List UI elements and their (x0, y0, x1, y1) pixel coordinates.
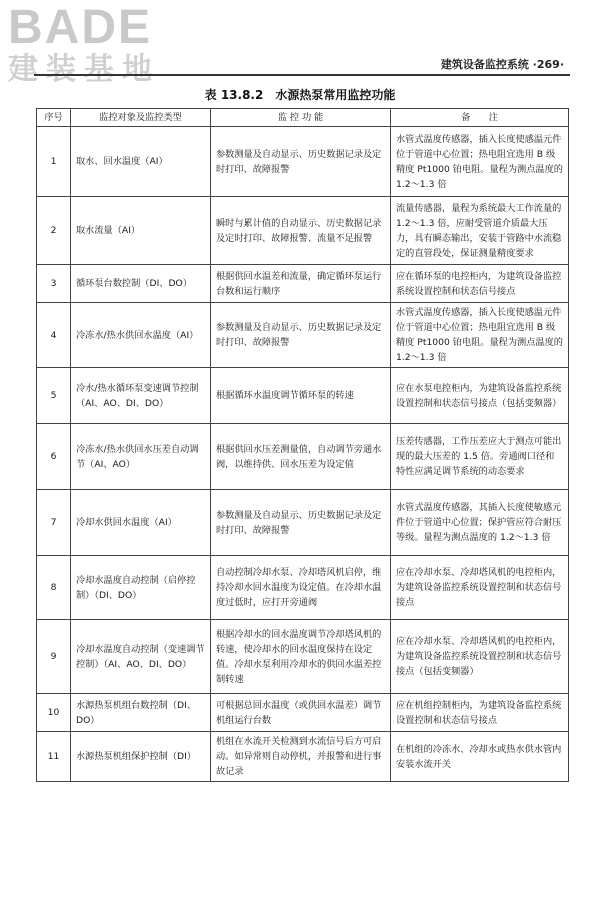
cell-function: 根据供回水压差测量值，自动调节旁通水阀，以维持供、回水压差为设定值 (211, 424, 391, 490)
table-row (37, 197, 569, 265)
running-head: 建筑设备监控系统 ·269· (440, 58, 564, 71)
cell-no: 10 (37, 694, 71, 732)
table-row (37, 265, 569, 303)
cell-function: 根据循环水温度调节循环泵的转速 (211, 368, 391, 424)
cell-object: 循环泵台数控制（DI、DO） (71, 265, 211, 303)
table-row (37, 490, 569, 556)
cell-note: 压差传感器，工作压差应大于测点可能出现的最大压差的 1.5 倍。旁通阀口径和特性应满足调节系统的动态要求 (391, 424, 569, 490)
column-header-no: 序号 (37, 109, 71, 127)
cell-function: 参数测量及自动显示、历史数据记录及定时打印、故障报警 (211, 490, 391, 556)
cell-function: 可根据总回水温度（或供回水温差）调节机组运行台数 (211, 694, 391, 732)
cell-no: 5 (37, 368, 71, 424)
cell-function: 机组在水流开关检测到水流信号后方可启动。如异常则自动停机，并报警和进行事故记录 (211, 732, 391, 782)
cell-object: 冷却水温度自动控制（变速调节控制）（AI、AO、DI、DO） (71, 620, 211, 694)
table-row (37, 732, 569, 782)
cell-note: 流量传感器，量程为系统最大工作流量的 1.2～1.3 倍，应耐受管道介质最大压力，具有瞬态输出，安装于管路中水流稳定的直管段处，保证测量精度要求 (391, 197, 569, 265)
cell-function: 根据冷却水的回水温度调节冷却塔风机的转速，使冷却水的回水温度保持在设定值。冷却水泵利用冷却水的供回水温差控制转速 (211, 620, 391, 694)
cell-no: 7 (37, 490, 71, 556)
cell-no: 11 (37, 732, 71, 782)
table-row (37, 368, 569, 424)
cell-object: 冷却水供回水温度（AI） (71, 490, 211, 556)
table-header-row (37, 109, 569, 127)
cell-no: 1 (37, 127, 71, 197)
cell-no: 6 (37, 424, 71, 490)
cell-object: 冷冻水/热水供回水温度（AI） (71, 303, 211, 368)
table-row (37, 424, 569, 490)
cell-note: 应在循环泵的电控柜内，为建筑设备监控系统设置控制和状态信号接点 (391, 265, 569, 303)
cell-object: 水源热泵机组台数控制（DI、DO） (71, 694, 211, 732)
column-header-function: 监 控 功 能 (211, 109, 391, 127)
table-row (37, 556, 569, 620)
cell-no: 4 (37, 303, 71, 368)
cell-object: 冷水/热水循环泵变速调节控制（AI、AO、DI、DO） (71, 368, 211, 424)
cell-object: 冷冻水/热水供回水压差自动调节（AI、AO） (71, 424, 211, 490)
cell-object: 取水流量（AI） (71, 197, 211, 265)
cell-object: 取水、回水温度（AI） (71, 127, 211, 197)
cell-no: 8 (37, 556, 71, 620)
logo-wordmark: BADE (8, 1, 153, 54)
cell-no: 2 (37, 197, 71, 265)
cell-note: 应在冷却水泵、冷却塔风机的电控柜内，为建筑设备监控系统设置控制和状态信号接点 (391, 556, 569, 620)
cell-function: 根据供回水温差和流量，确定循环泵运行台数和运行顺序 (211, 265, 391, 303)
column-header-object: 监控对象及监控类型 (71, 109, 211, 127)
table-row (37, 694, 569, 732)
cell-no: 3 (37, 265, 71, 303)
cell-note: 水管式温度传感器，其插入长度使敏感元件位于管道中心位置；保护管应符合耐压等级。量程为测点温度的 1.2～1.3 倍 (391, 490, 569, 556)
cell-note: 在机组的冷冻水、冷却水或热水供水管内安装水流开关 (391, 732, 569, 782)
cell-note: 应在冷却水泵、冷却塔风机的电控柜内，为建筑设备监控系统设置控制和状态信号接点（包括变频器） (391, 620, 569, 694)
table-title: 表 13.8.2 水源热泵常用监控功能 (204, 88, 396, 102)
cell-function: 瞬时与累计值的自动显示、历史数据记录及定时打印、故障报警、流量不足报警 (211, 197, 391, 265)
table-row (37, 127, 569, 197)
column-header-note: 备 注 (391, 109, 569, 127)
cell-note: 水管式温度传感器，插入长度使感温元件位于管道中心位置；热电阻宜选用 B 级精度 Pt1000 铂电阻。量程为测点温度的 1.2～1.3 倍 (391, 127, 569, 197)
monitoring-table (36, 108, 569, 782)
header-rule (34, 74, 570, 76)
logo-subtitle: 建装基地 (8, 52, 160, 87)
cell-note: 应在机组控制柜内，为建筑设备监控系统设置控制和状态信号接点 (391, 694, 569, 732)
cell-note: 水管式温度传感器，插入长度使感温元件位于管道中心位置；热电阻宜选用 B 级精度 Pt1000 铂电阻。量程为测点温度的 1.2～1.3 倍 (391, 303, 569, 368)
cell-object: 冷却水温度自动控制（启停控制）（DI、DO） (71, 556, 211, 620)
cell-object: 水源热泵机组保护控制（DI） (71, 732, 211, 782)
cell-function: 参数测量及自动显示、历史数据记录及定时打印、故障报警 (211, 127, 391, 197)
cell-note: 应在水泵电控柜内，为建筑设备监控系统设置控制和状态信号接点（包括变频器） (391, 368, 569, 424)
cell-function: 参数测量及自动显示、历史数据记录及定时打印、故障报警 (211, 303, 391, 368)
table-row (37, 303, 569, 368)
table-row (37, 620, 569, 694)
cell-no: 9 (37, 620, 71, 694)
cell-function: 自动控制冷却水泵、冷却塔风机启停，维持冷却水回水温度为设定值。在冷却水温度过低时，应打开旁通阀 (211, 556, 391, 620)
